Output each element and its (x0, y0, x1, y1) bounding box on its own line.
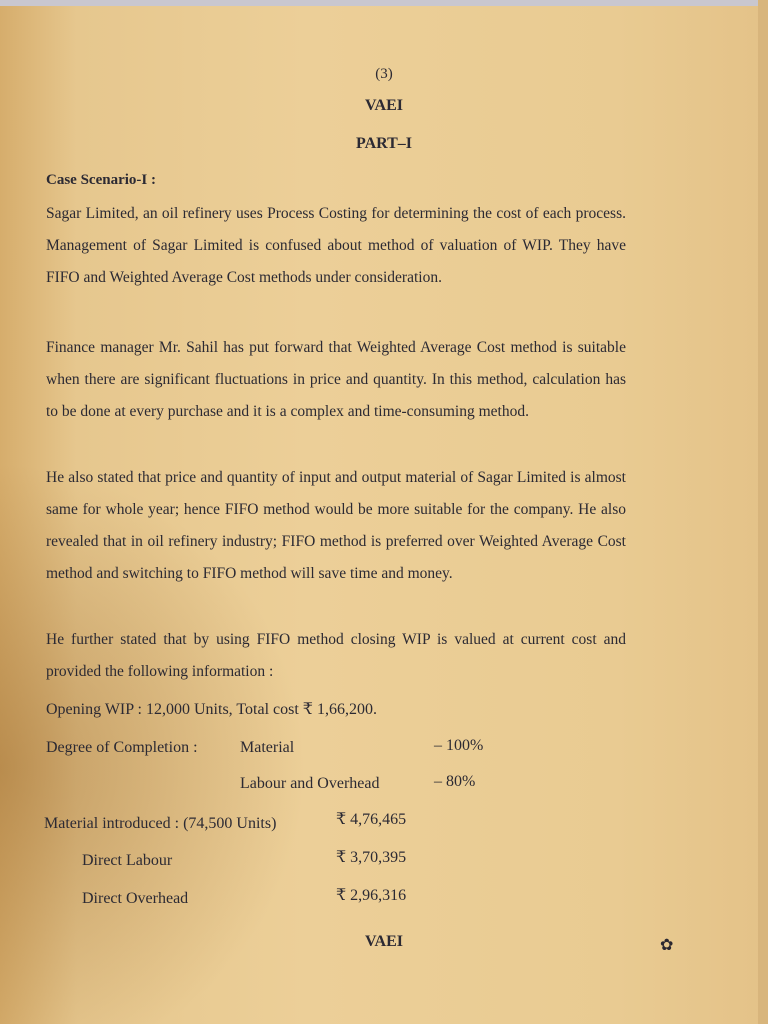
page-number: (3) (375, 66, 393, 82)
material-introduced-label: Material introduced : (74,500 Units) (44, 815, 277, 832)
paper-code: VAEI (365, 97, 403, 114)
top-edge (0, 0, 768, 6)
direct-overhead-value: ₹ 2,96,316 (336, 887, 407, 904)
paragraph-2: Finance manager Mr. Sahil has put forward that Weighted Average Cost method is suitable when there are significant fluctuations in price and quantity. In this method, calculation has to be done at every purchase and it is a complex and time-consuming method. (46, 339, 626, 420)
direct-overhead-label: Direct Overhead (82, 890, 189, 907)
direct-labour-value: ₹ 3,70,395 (336, 849, 407, 866)
completion-labour-label: Labour and Overhead (240, 775, 380, 792)
case-title: Case Scenario-I : (46, 172, 156, 188)
footer-code: VAEI (365, 933, 403, 950)
material-introduced-value: ₹ 4,76,465 (336, 811, 407, 828)
part-heading: PART–I (355, 135, 413, 152)
paragraph-4: He further stated that by using FIFO method closing WIP is valued at current cost and provided the following information : (46, 631, 626, 680)
completion-material-label: Material (240, 739, 295, 756)
completion-material-value: – 100% (434, 737, 484, 754)
completion-labour-value: – 80% (434, 773, 476, 790)
opening-wip: Opening WIP : 12,000 Units, Total cost ₹ 1,66,200. (46, 701, 377, 718)
direct-labour-label: Direct Labour (82, 852, 173, 869)
flower-mark-icon: ✿ (660, 937, 674, 954)
paragraph-3: He also stated that price and quantity of input and output material of Sagar Limited is almost same for whole year; hence FIFO method would be more suitable for the company. He also revealed that in oil refinery industry; FIFO method is preferred over Weighted Average Cost method and switching to FIFO method will save time and money. (46, 469, 626, 582)
paragraph-1: Sagar Limited, an oil refinery uses Process Costing for determining the cost of each process. Management of Sagar Limited is confused about method of valuation of WIP. They have FIFO and Weighted Average Cost methods under consideration. (46, 205, 626, 286)
completion-label: Degree of Completion : (46, 739, 198, 756)
